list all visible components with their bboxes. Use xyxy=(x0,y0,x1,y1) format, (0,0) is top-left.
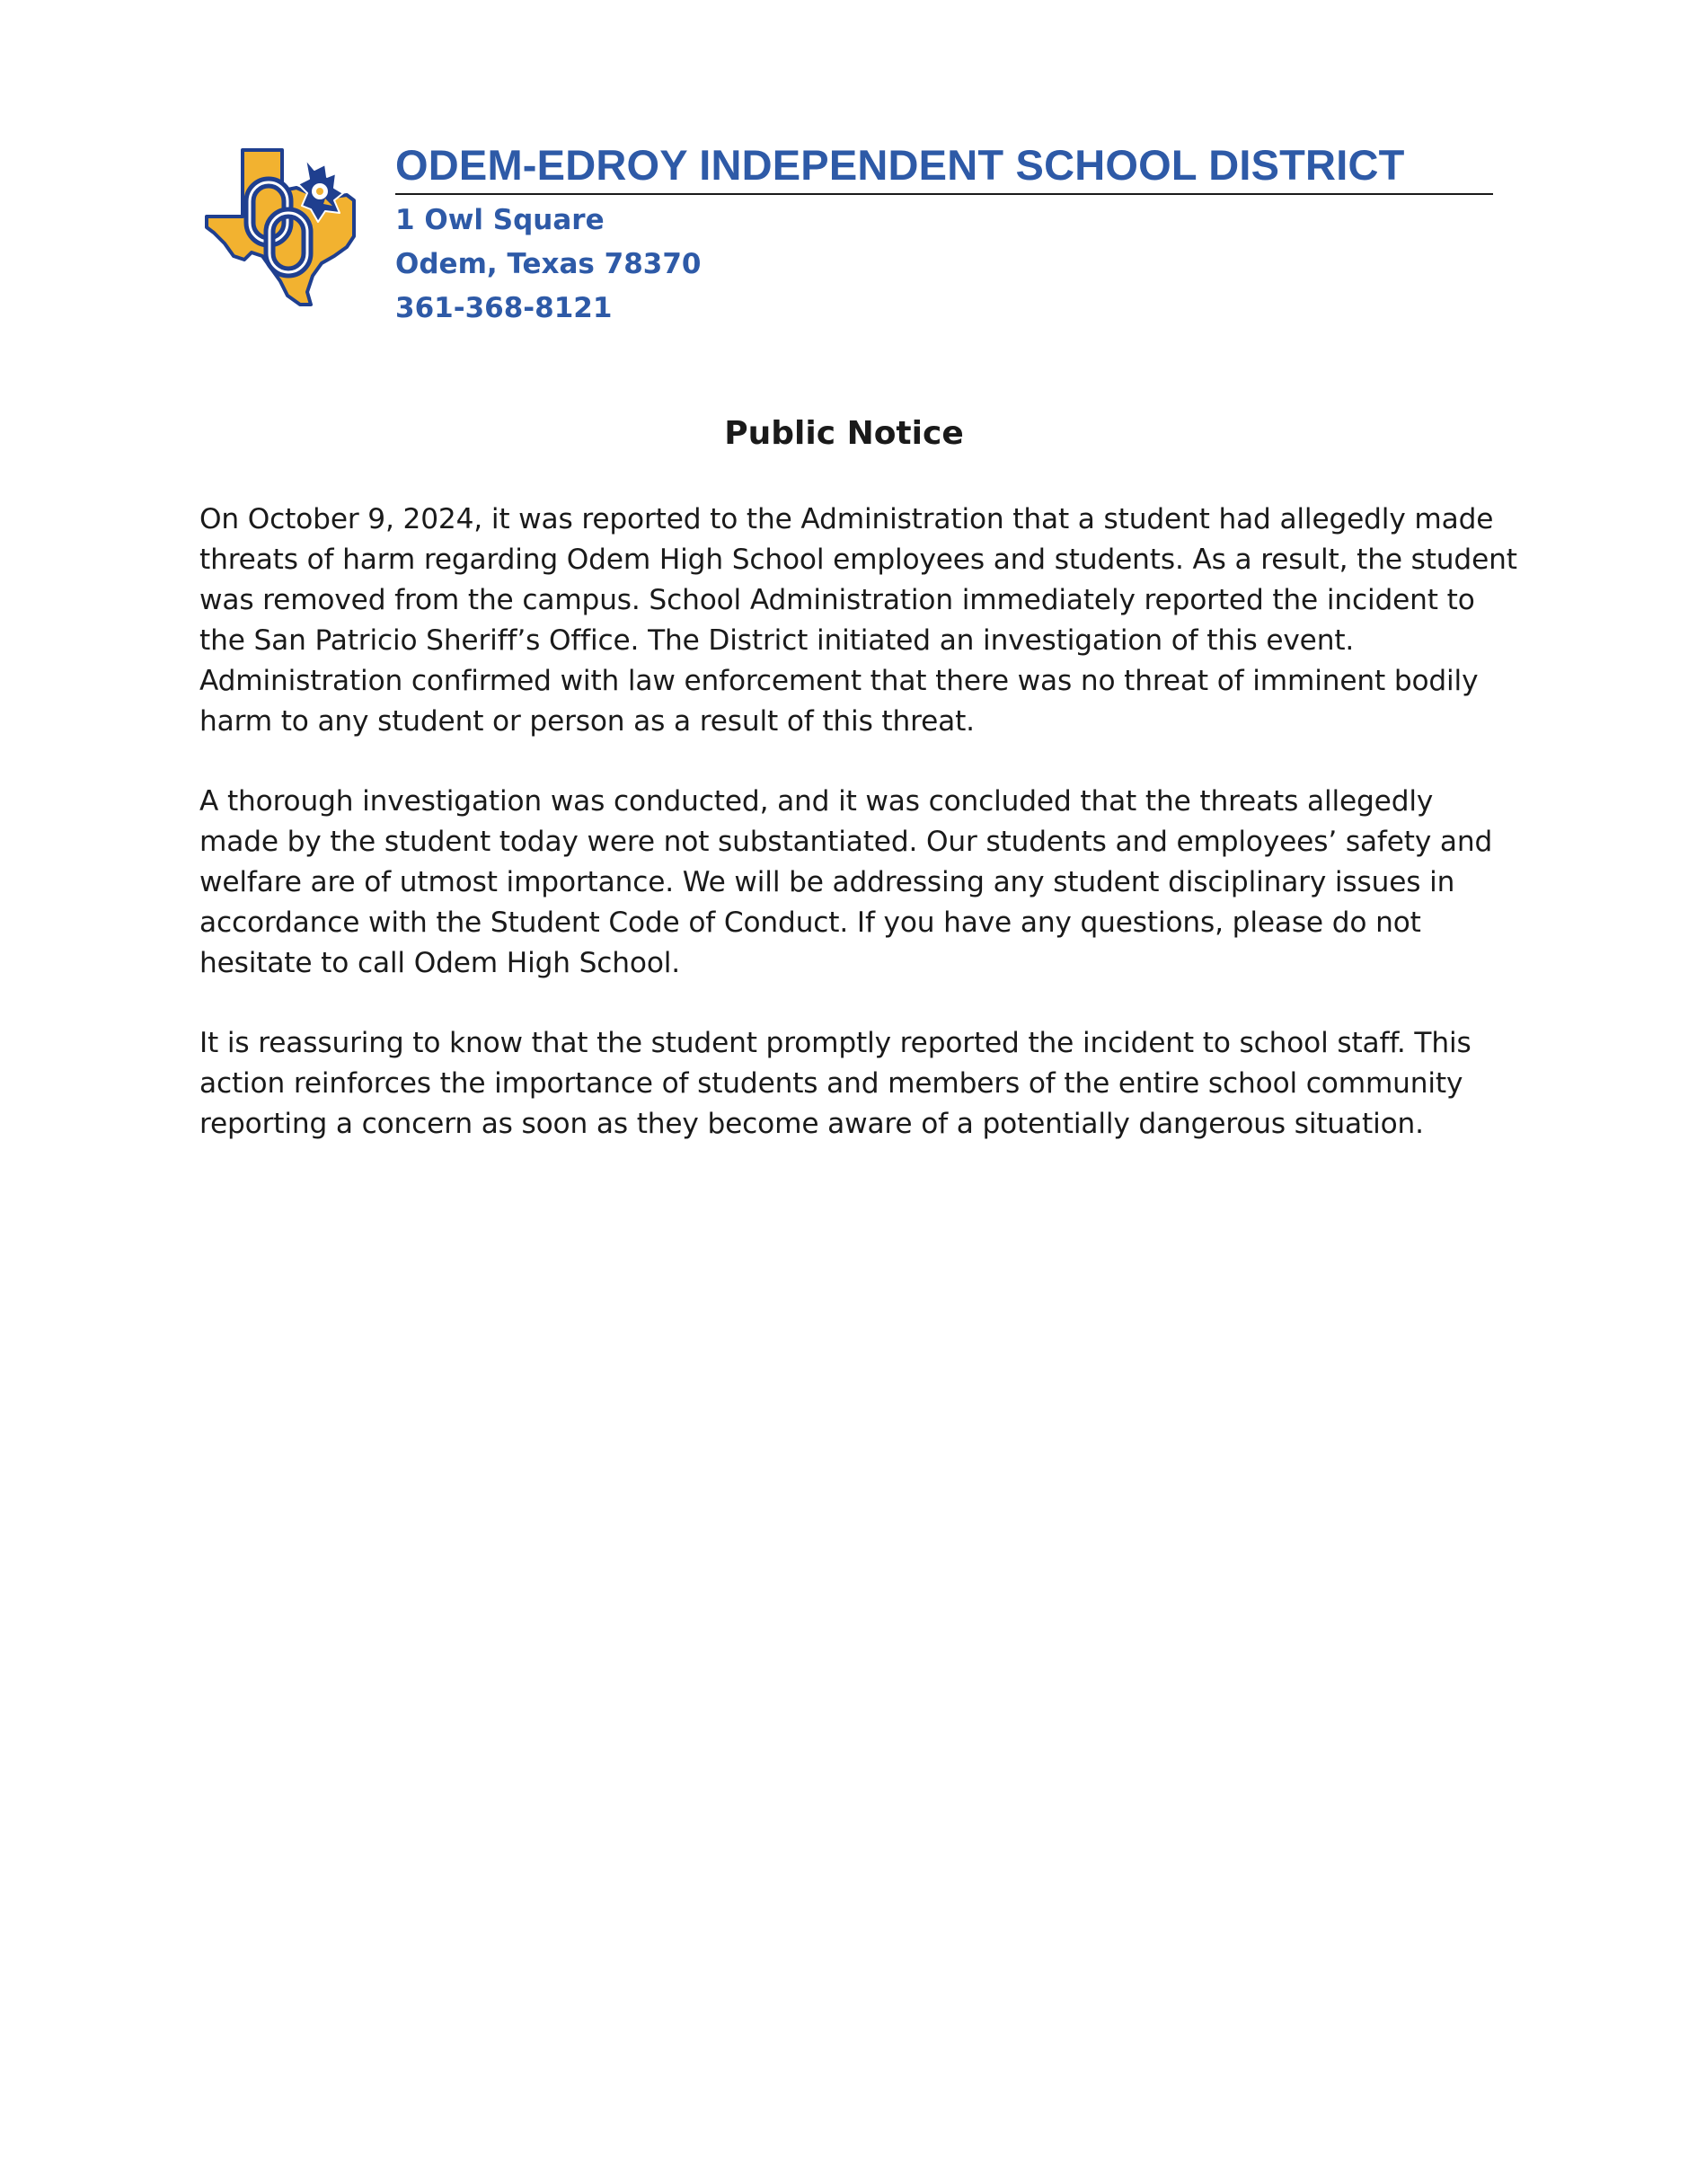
notice-title: Public Notice xyxy=(724,415,964,452)
notice-paragraph-3: It is reassuring to know that the student promptly reported the incident to school staff. This action reinforces the importance of students and members of the entire school community reporting a concern as soon as they become aware of a potentially dangerous situation. xyxy=(199,1027,1471,1140)
letterhead xyxy=(199,139,1493,324)
notice-paragraph-2: A thorough investigation was conducted, and it was concluded that the threats allegedly made by the student today were not substantiated. Our students and employees’ safety and welfare are of utmost importance. We will be addressing any student disciplinary issues in accordance with the Student Code of Conduct. If you have any questions, please do not hesitate to call Odem High School. xyxy=(199,785,1493,979)
notice-paragraph-1: On October 9, 2024, it was reported to the Administration that a student had allegedly made threats of harm regarding Odem High School employees and students. As a result, the student was removed from the campus. School Administration immediately reported the incident to the San Patricio Sheriff’s Office. The District initiated an investigation of this event. Administration confirmed with law enforcement that there was no threat of imminent bodily harm to any student or person as a result of this threat. xyxy=(199,503,1517,738)
district-name: ODEM-EDROY INDEPENDENT SCHOOL DISTRICT xyxy=(395,139,1493,195)
district-info xyxy=(395,139,1493,331)
notice-body xyxy=(199,500,1520,1179)
address-city-state-zip: Odem, Texas 78370 xyxy=(395,248,702,280)
texas-owl-logo-icon xyxy=(199,143,366,309)
address-street: 1 Owl Square xyxy=(395,204,605,236)
phone-number: 361-368-8121 xyxy=(395,292,613,324)
